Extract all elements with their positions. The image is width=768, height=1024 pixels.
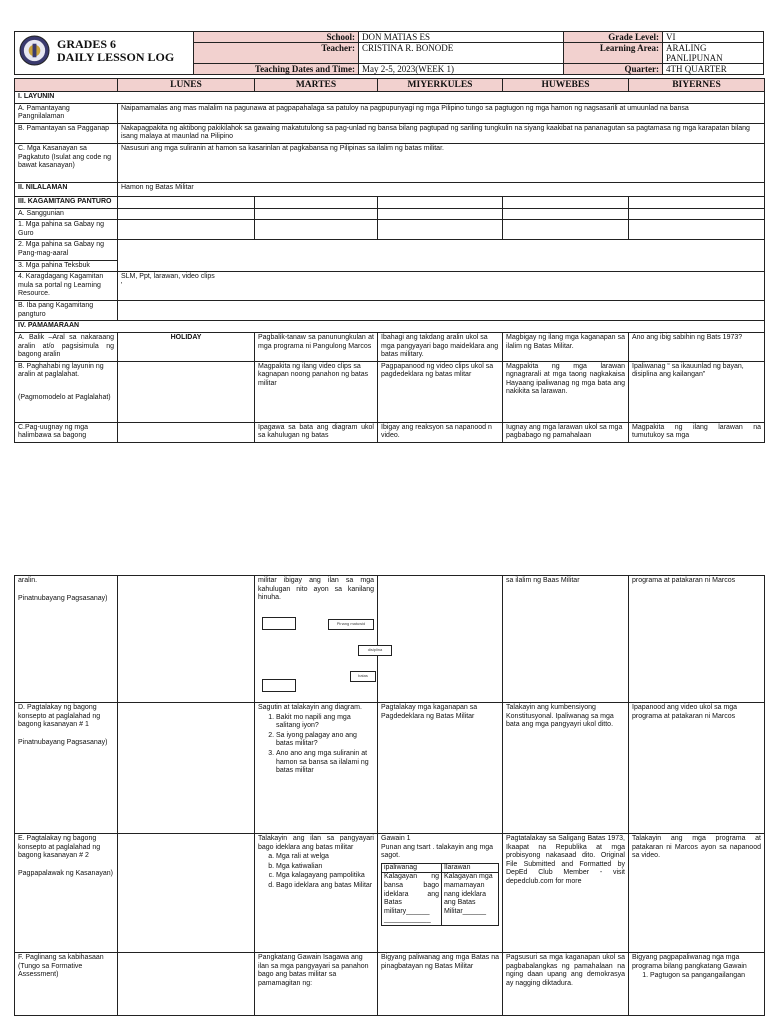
cell-martes: Pagbalik-tanaw sa panunungkulan at mga programa ni Pangulong Marcos — [255, 332, 378, 361]
cell-martes: Ipagawa sa bata ang diagram ukol sa kahulugan ng batas — [255, 422, 378, 442]
school-value: DON MATIAS ES — [359, 32, 564, 43]
quarter-label: Quarter: — [564, 64, 663, 75]
dates-value: May 2-5, 2023(WEEK 1) — [359, 64, 564, 75]
row-content: SLM, Ppt, larawan, video clips ' — [118, 272, 765, 301]
row-label: 1. Mga pahina sa Gabay ng Guro — [15, 220, 118, 240]
dates-label: Teaching Dates and Time: — [194, 64, 359, 75]
section-layunin: I. LAYUNIN — [15, 92, 765, 104]
cell-biyernes: Ipapanood ang video ukol sa mga programa at patakaran ni Marcos — [629, 703, 765, 834]
cell-martes: militar ibigay ang ilan sa mga kahulugan nito ayon sa kanilang hinuha. Pinang matuwid disiplina batas — [255, 576, 378, 703]
section-pamamaraan: IV. PAMAMARAAN — [15, 321, 765, 333]
row-label: E. Pagtalakay ng bagong konsepto at paglalahad ng bagong kasanayan # 2 Pagpapalawak ng Kasanayan) — [15, 834, 118, 953]
row-label: A. Balik –Aral sa nakaraang aralin at/o pagsisimula ng bagong aralin — [15, 332, 118, 361]
row-label: B. Paghahabi ng layunin ng aralin at paglalahat. (Pagmomodelo at Paglalahat) — [15, 361, 118, 422]
row-content: Hamon ng Batas Militar — [118, 182, 765, 196]
day-header-row — [15, 79, 765, 92]
cell-miyerkules: Pagtalakay mga kaganapan sa Pagdedeklara ng Batas Militar — [378, 703, 503, 834]
row-label: F. Paglinang sa kabihasaan (Tungo sa Formative Assessment) — [15, 953, 118, 1016]
cell-miyerkules: Gawain 1 Punan ang tsart . talakayin ang mga sagot. ipaliwanag Ilarawan Kalagayan ng bansa bago ideklara ang Batas military______ ____________ Kalagayan mga mamamayan nang ideklara ang Batas Militar______ — [378, 834, 503, 953]
diagram-box-label: disiplina — [358, 645, 392, 656]
row-label: B. Iba pang Kagamitang pangturo — [15, 301, 118, 321]
section-kagamitan: III. KAGAMITANG PANTURO — [15, 196, 118, 208]
cell-huwebes: Pagtatalakay sa Saligang Batas 1973, Ikaapat na Republika at mga probisyong nakasaad dito. Original File Submitted and Formatted by DepEd Club Member - visit depedclub.com for more — [503, 834, 629, 953]
teacher-label: Teacher: — [194, 43, 359, 64]
cell-martes: Sagutin at talakayin ang diagram. 1. Bakit mo napili ang mga salitang iyon? 2. Sa iyong palagay ano ang batas militar? 3. Ano ano ang mga suliranin at hamon sa bansa sa ilalami ng batas militar — [255, 703, 378, 834]
gawain-chart: ipaliwanag Ilarawan Kalagayan ng bansa bago ideklara ang Batas military______ ____________ Kalagayan mga mamamayan nang ideklara ang Batas Militar______ — [381, 863, 499, 926]
cell-huwebes: sa ilalim ng Baas Militar — [503, 576, 629, 703]
grade-level-value: VI — [663, 32, 764, 43]
cell-miyerkules: Ibigay ang reaksyon sa napanood n video. — [378, 422, 503, 442]
day-header-miyerkules: MIYERKULES — [378, 79, 503, 92]
log-title: DAILY LESSON LOG — [57, 50, 175, 64]
row-label: 2. Mga pahina sa Gabay ng Pang-mag-aaral — [15, 240, 118, 260]
header-table — [14, 31, 764, 75]
day-header-huwebes: HUWEBES — [503, 79, 629, 92]
cell-biyernes: programa at patakaran ni Marcos — [629, 576, 765, 703]
lesson-log-table-page2 — [14, 575, 765, 1016]
row-label: aralin. Pinatnubayang Pagsasanay) — [15, 576, 118, 703]
row-label: A. Pamantayang Pangnilalaman — [15, 103, 118, 123]
learning-area-value: ARALING PANLIPUNAN — [663, 43, 764, 64]
cell-huwebes: Magpakita ng mga larawan ngnagrarali at mga taong nagkakaisa Hayaang ipaliwanag ng mga bata ang nakikita sa larawan. — [503, 361, 629, 422]
row-content: Nasusuri ang mga suliranin at hamon sa kasarinlan at pagkabansa ng Pilipinas sa ilalim ng batas militar. — [118, 143, 765, 182]
row-content: Nakapagpakita ng aktibong pakikilahok sa gawaing makatutulong sa pag-unlad ng bansa bilang pagtupad ng sariling tungkulin na siyang kaakibat na pananagutan sa pagtamasa ng mga karapatan bilang isang malaya at maunlad na Pilipino — [118, 123, 765, 143]
day-header-biyernes: BIYERNES — [629, 79, 765, 92]
deped-seal-icon — [19, 35, 50, 66]
corner-cell — [15, 79, 118, 92]
diagram-box-label: batas — [350, 671, 376, 682]
title-cell — [15, 32, 194, 75]
cell-huwebes: Pagsusuri sa mga kaganapan ukol sa pagbabalangkas ng pamahalaan na nging daan upang ang demokrasya ay nagging diktadura. — [503, 953, 629, 1016]
cell-biyernes: Ano ang ibig sabihin ng Bats 1973? — [629, 332, 765, 361]
cell-martes: Pangkatang Gawain Isagawa ang ilan sa mga pangyayari sa panahon bago ang batas militar sa pamamagitan ng: — [255, 953, 378, 1016]
cell-miyerkules: Ibahagi ang takdang aralin ukol sa mga pangyayari bago maideklara ang batas military. — [378, 332, 503, 361]
quarter-value: 4TH QUARTER — [663, 64, 764, 75]
row-label: A. Sanggunian — [15, 208, 118, 220]
grade-title: GRADES 6 — [57, 37, 117, 51]
cell-miyerkules: Pagpapanood ng video clips ukol sa pagdedeklara ng batas mlitar — [378, 361, 503, 422]
cell-biyernes: Magpakita ng ilang larawan na tumutukoy sa mga — [629, 422, 765, 442]
cell-huwebes: Iugnay ang mga larawan ukol sa mga pagbabago ng pamahalaan — [503, 422, 629, 442]
learning-area-label: Learning Area: — [564, 43, 663, 64]
row-label: C. Mga Kasanayan sa Pagkatuto (Isulat ang code ng bawat kasanayan) — [15, 143, 118, 182]
teacher-value: CRISTINA R. BONODE — [359, 43, 564, 64]
row-label: 3. Mga pahina Teksbuk — [15, 260, 118, 272]
day-header-lunes: LUNES — [118, 79, 255, 92]
cell-huwebes: Magbigay ng ilang mga kaganapan sa ilalim ng Batas Militar. — [503, 332, 629, 361]
cell-biyernes: Ipaliwanag “ sa ikauunlad ng bayan, disiplina ang kailangan” — [629, 361, 765, 422]
row-label: B. Pamantayan sa Pagganap — [15, 123, 118, 143]
cell-martes: Magpakita ng ilang video clips sa kagnapan noong panahon ng batas militar — [255, 361, 378, 422]
diagram-box-label: Pinang matuwid — [328, 619, 374, 630]
cell-miyerkules: Bigyang paliwanag ang mga Batas na pinagbatayan ng Batas Militar — [378, 953, 503, 1016]
cell-martes: Talakayin ang ilan sa pangyayari bago ideklara ang batas militar a. Mga rali at welga b. Mga katiwalian c. Mga kalagayang pampolitika d. Bago ideklara ang batas Militar — [255, 834, 378, 953]
cell-biyernes: Bigyang pagpapaliwanag nga mga programa bilang pangkatang Gawain 1. Pagtugon sa pangangailangan — [629, 953, 765, 1016]
cell-biyernes: Talakayin ang mga programa at patakaran ni Marcos ayon sa napanood sa video. — [629, 834, 765, 953]
section-nilalaman: II. NILALAMAN — [15, 182, 118, 196]
day-header-martes: MARTES — [255, 79, 378, 92]
grade-level-label: Grade Level: — [564, 32, 663, 43]
school-label: School: — [194, 32, 359, 43]
row-label: 4. Karagdagang Kagamitan mula sa portal ng Learning Resource. — [15, 272, 118, 301]
row-content: Naipamamalas ang mas malalim na pagunawa at pagpapahalaga sa patuloy na pagpupunyagi ng mga Pilipino tungo sa pagtugon ng mga hamon ng nagsasarili at umuunlad na bansa — [118, 103, 765, 123]
holiday-cell: HOLIDAY — [118, 332, 255, 361]
row-label: D. Pagtalakay ng bagong konsepto at paglalahad ng bagong kasanayan # 1 Pinatnubayang Pagsasanay) — [15, 703, 118, 834]
batas-militar-diagram — [258, 613, 383, 701]
lesson-log-table — [14, 78, 765, 443]
row-label: C.Pag-uugnay ng mga halimbawa sa bagong — [15, 422, 118, 442]
cell-huwebes: Talakayin ang kumbensiyong Konstitusyonal. Ipaliwanag sa mga bata ang mga pangyayri ukol ditto. — [503, 703, 629, 834]
